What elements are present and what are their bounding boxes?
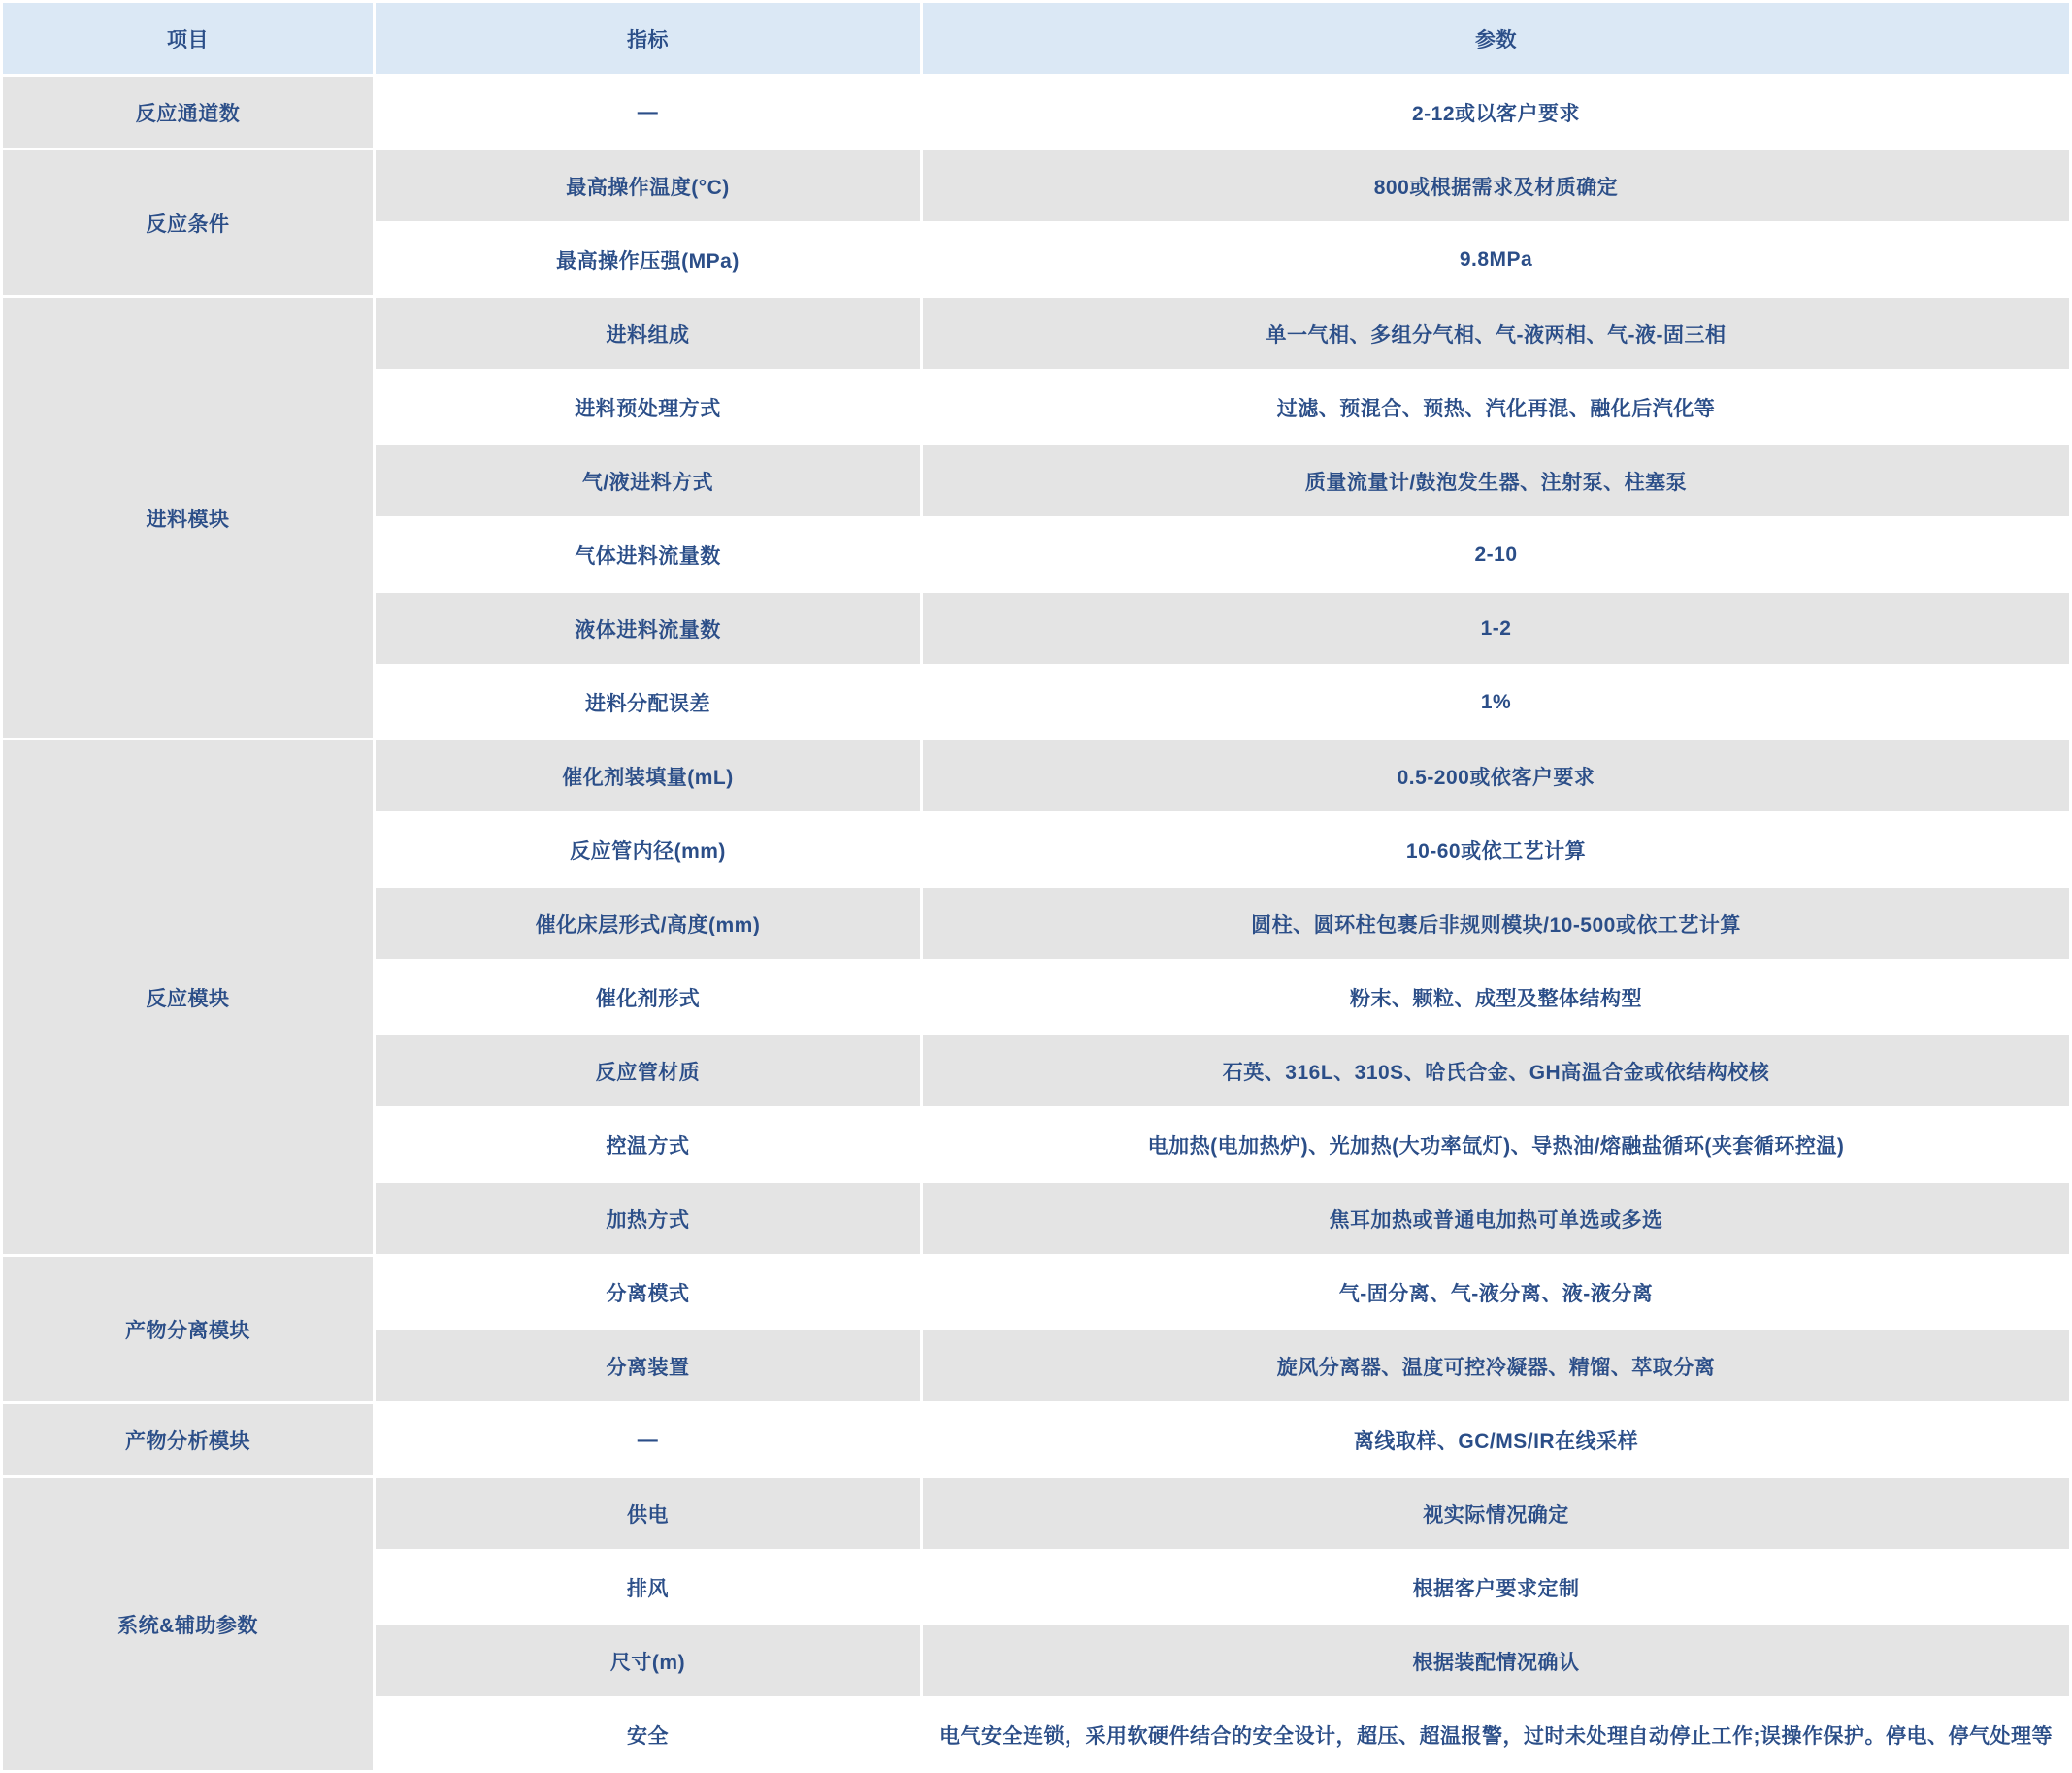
column-header-parameter: 参数: [923, 3, 2069, 74]
table-header: [3, 3, 2069, 74]
header-row: [3, 3, 2069, 74]
item-group-cell: 反应条件: [3, 150, 373, 295]
indicator-cell: 分离装置: [376, 1330, 920, 1401]
item-group-cell: 反应通道数: [3, 77, 373, 148]
parameter-cell: 1%: [923, 667, 2069, 738]
parameter-cell: 9.8MPa: [923, 224, 2069, 295]
item-group-cell: 产物分离模块: [3, 1257, 373, 1401]
parameter-cell: 1-2: [923, 593, 2069, 664]
indicator-cell: 最高操作温度(°C): [376, 150, 920, 221]
parameter-cell: 电加热(电加热炉)、光加热(大功率氙灯)、导热油/熔融盐循环(夹套循环控温): [923, 1109, 2069, 1180]
indicator-cell: 排风: [376, 1552, 920, 1623]
table-row: [3, 1257, 2069, 1328]
column-header-indicator: 指标: [376, 3, 920, 74]
indicator-cell: 进料组成: [376, 298, 920, 369]
indicator-cell: 最高操作压强(MPa): [376, 224, 920, 295]
indicator-cell: 反应管材质: [376, 1035, 920, 1106]
table-row: [3, 1404, 2069, 1475]
parameter-cell: 粉末、颗粒、成型及整体结构型: [923, 962, 2069, 1033]
column-header-item: 项目: [3, 3, 373, 74]
table-row: [3, 1478, 2069, 1549]
indicator-cell: 气/液进料方式: [376, 445, 920, 516]
indicator-cell: 进料分配误差: [376, 667, 920, 738]
parameter-cell: 气-固分离、气-液分离、液-液分离: [923, 1257, 2069, 1328]
indicator-cell: 安全: [376, 1699, 920, 1770]
table-row: [3, 77, 2069, 148]
parameter-cell: 质量流量计/鼓泡发生器、注射泵、柱塞泵: [923, 445, 2069, 516]
parameter-cell: 10-60或依工艺计算: [923, 814, 2069, 885]
indicator-cell: 尺寸(m): [376, 1625, 920, 1696]
table-body: [3, 77, 2069, 1770]
table-row: [3, 150, 2069, 221]
item-group-cell: 进料模块: [3, 298, 373, 738]
parameter-cell: 视实际情况确定: [923, 1478, 2069, 1549]
indicator-cell: 分离模式: [376, 1257, 920, 1328]
item-group-cell: 系统&辅助参数: [3, 1478, 373, 1770]
parameter-cell: 0.5-200或依客户要求: [923, 740, 2069, 811]
table-row: [3, 740, 2069, 811]
item-group-cell: 反应模块: [3, 740, 373, 1254]
indicator-cell: —: [376, 77, 920, 148]
indicator-cell: 催化剂装填量(mL): [376, 740, 920, 811]
item-group-cell: 产物分析模块: [3, 1404, 373, 1475]
parameter-cell: 电气安全连锁，采用软硬件结合的安全设计，超压、超温报警，过时未处理自动停止工作;误操作保护。停电、停气处理等: [923, 1699, 2069, 1770]
parameter-cell: 圆柱、圆环柱包裹后非规则模块/10-500或依工艺计算: [923, 888, 2069, 959]
parameter-cell: 根据装配情况确认: [923, 1625, 2069, 1696]
indicator-cell: 供电: [376, 1478, 920, 1549]
indicator-cell: 催化床层形式/高度(mm): [376, 888, 920, 959]
parameter-cell: 焦耳加热或普通电加热可单选或多选: [923, 1183, 2069, 1254]
indicator-cell: 气体进料流量数: [376, 519, 920, 590]
parameter-cell: 根据客户要求定制: [923, 1552, 2069, 1623]
indicator-cell: 催化剂形式: [376, 962, 920, 1033]
parameter-cell: 2-12或以客户要求: [923, 77, 2069, 148]
indicator-cell: —: [376, 1404, 920, 1475]
parameter-cell: 单一气相、多组分气相、气-液两相、气-液-固三相: [923, 298, 2069, 369]
indicator-cell: 加热方式: [376, 1183, 920, 1254]
parameter-cell: 2-10: [923, 519, 2069, 590]
indicator-cell: 控温方式: [376, 1109, 920, 1180]
table-row: [3, 298, 2069, 369]
parameter-cell: 离线取样、GC/MS/IR在线采样: [923, 1404, 2069, 1475]
parameter-cell: 旋风分离器、温度可控冷凝器、精馏、萃取分离: [923, 1330, 2069, 1401]
parameter-cell: 石英、316L、310S、哈氏合金、GH高温合金或依结构校核: [923, 1035, 2069, 1106]
indicator-cell: 进料预处理方式: [376, 372, 920, 443]
parameter-cell: 过滤、预混合、预热、汽化再混、融化后汽化等: [923, 372, 2069, 443]
parameter-cell: 800或根据需求及材质确定: [923, 150, 2069, 221]
indicator-cell: 液体进料流量数: [376, 593, 920, 664]
indicator-cell: 反应管内径(mm): [376, 814, 920, 885]
